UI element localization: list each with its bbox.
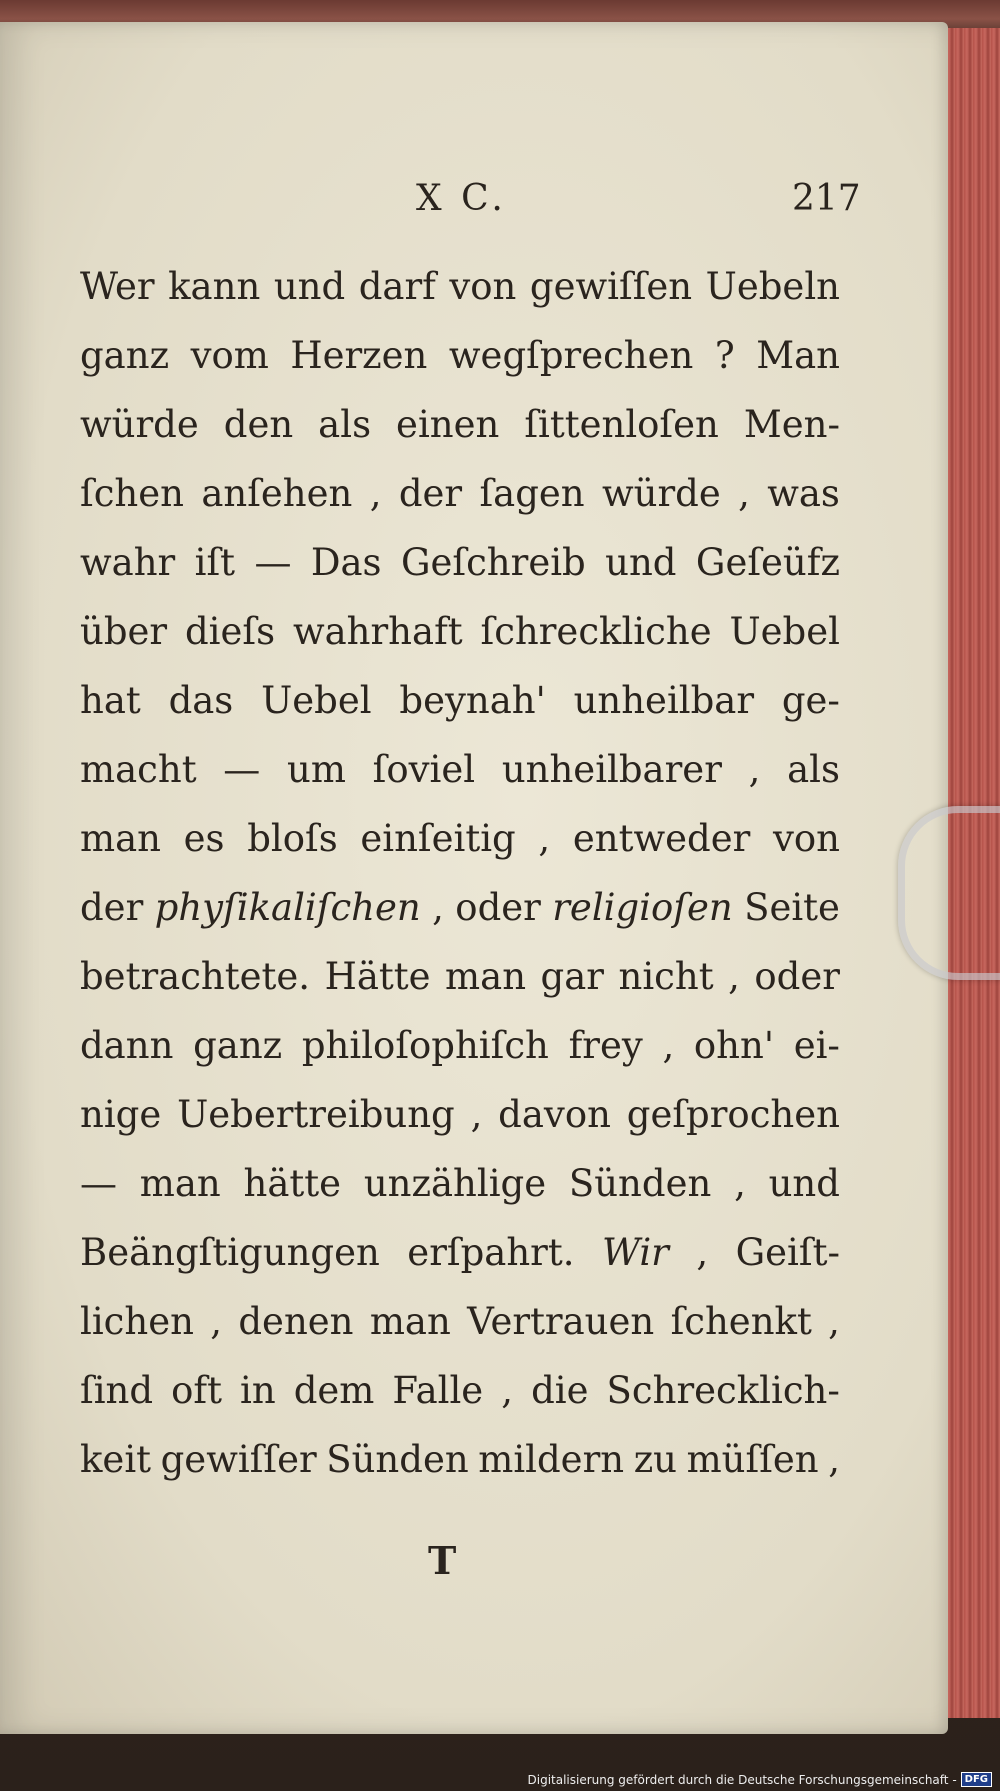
word: man [139, 1162, 221, 1205]
word: , [728, 955, 740, 998]
word: Das [310, 541, 382, 584]
word: davon [498, 1093, 611, 1136]
word: anſehen [201, 472, 353, 515]
word: unzählige [363, 1162, 547, 1205]
credit-text: Digitalisierung gefördert durch die Deutsche Forschungsgemeinschaft - [527, 1772, 957, 1787]
text-line [80, 1425, 840, 1494]
word: Vertrauen [467, 1300, 655, 1343]
word: — [223, 748, 261, 791]
text-line [80, 528, 840, 597]
word: ſchreckliche [480, 610, 712, 653]
word: und [768, 1162, 840, 1205]
page-clip [898, 806, 1000, 980]
word: Geſchreib [400, 541, 586, 584]
word: ſchen [80, 472, 184, 515]
word: darf [358, 265, 436, 308]
word: unheilbarer [501, 748, 722, 791]
word: , [538, 817, 551, 860]
word: denen [238, 1300, 354, 1343]
word: , [696, 1231, 709, 1274]
word: Uebel [261, 679, 372, 722]
word: von [449, 265, 517, 308]
word: macht [80, 748, 197, 791]
word: erſpahrt. [407, 1231, 575, 1274]
word: wahrhaft [292, 610, 463, 653]
text-line [80, 1080, 840, 1149]
word: als [318, 403, 372, 446]
word: , [738, 472, 750, 515]
word: Seite [744, 886, 840, 929]
word: — [80, 1162, 117, 1205]
word: gar [540, 955, 604, 998]
word: Beängſtigungen [80, 1231, 380, 1274]
word: einſeitig [360, 817, 516, 860]
word: als [787, 748, 840, 791]
word: Hätte [324, 955, 431, 998]
text-line [80, 252, 840, 321]
word: ganz [193, 1024, 283, 1067]
word: , [210, 1300, 223, 1343]
text-line [80, 942, 840, 1011]
header-signature: X C. [416, 178, 507, 219]
word: Men- [743, 403, 840, 446]
word: oft [171, 1369, 222, 1412]
word: oder [455, 886, 541, 929]
text-line [80, 1011, 840, 1080]
text-line [80, 873, 840, 942]
word: , [369, 472, 382, 515]
word: gewiſſer [160, 1438, 317, 1481]
word: Uebeln [705, 265, 840, 308]
word: von [772, 817, 840, 860]
word: man [445, 955, 527, 998]
word: dieſs [184, 610, 276, 653]
word: — [254, 541, 292, 584]
word: ſchenkt [670, 1300, 812, 1343]
word: vom [190, 334, 269, 377]
word: und [273, 265, 346, 308]
word: Uebel [729, 610, 840, 653]
word: der [80, 886, 144, 929]
body-text [80, 252, 840, 1494]
word: das [168, 679, 234, 722]
word: nicht [618, 955, 714, 998]
word: man [369, 1300, 451, 1343]
word: Wir [601, 1231, 669, 1274]
word: ohn' [693, 1024, 775, 1067]
word: es [183, 817, 225, 860]
word: und [605, 541, 677, 584]
word: in [239, 1369, 276, 1412]
footer-signature: T [428, 1538, 457, 1583]
word: den [223, 403, 294, 446]
word: keit [80, 1438, 152, 1481]
word: Sünden [326, 1438, 469, 1481]
word: , [470, 1093, 483, 1136]
word: religioſen [552, 886, 733, 929]
word: , [828, 1300, 840, 1343]
word: gewiſſen [529, 265, 693, 308]
word: , [734, 1162, 746, 1205]
word: was [767, 472, 840, 515]
word: würde [80, 403, 199, 446]
text-line [80, 597, 840, 666]
word: um [287, 748, 346, 791]
text-line [80, 459, 840, 528]
word: wahr [80, 541, 176, 584]
word: bloſs [247, 817, 338, 860]
word: ei- [793, 1024, 840, 1067]
text-line [80, 1218, 840, 1287]
word: Schrecklich- [606, 1369, 840, 1412]
word: Wer [80, 265, 155, 308]
text-line [80, 1149, 840, 1218]
word: Man [756, 334, 840, 377]
word: lichen [80, 1300, 194, 1343]
word: frey [568, 1024, 643, 1067]
dfg-logo: DFG [961, 1772, 992, 1787]
word: hätte [243, 1162, 342, 1205]
word: ? [714, 334, 735, 377]
word: kann [168, 265, 261, 308]
word: entweder [572, 817, 751, 860]
text-line [80, 666, 840, 735]
word: unheilbar [573, 679, 755, 722]
word: müſſen [686, 1438, 819, 1481]
word: würde [601, 472, 721, 515]
word: Falle [392, 1369, 484, 1412]
word: , [432, 886, 444, 929]
text-line [80, 735, 840, 804]
word: Geiſt- [735, 1231, 840, 1274]
word: wegſprechen [448, 334, 694, 377]
word: ganz [80, 334, 170, 377]
digitization-credit [528, 1772, 993, 1787]
word: mildern [478, 1438, 625, 1481]
word: , [828, 1438, 840, 1481]
text-line [80, 390, 840, 459]
word: ſagen [479, 472, 585, 515]
word: ge- [781, 679, 840, 722]
text-line [80, 1287, 840, 1356]
word: zu [633, 1438, 678, 1481]
text-line [80, 321, 840, 390]
word: betrachtete. [80, 955, 311, 998]
word: dann [80, 1024, 174, 1067]
word: nige [80, 1093, 162, 1136]
word: über [80, 610, 168, 653]
running-header [0, 178, 948, 228]
word: dem [293, 1369, 375, 1412]
word: man [80, 817, 161, 860]
word: , [501, 1369, 514, 1412]
word: hat [80, 679, 141, 722]
page-number: 217 [792, 178, 861, 219]
word: Geſeüfz [695, 541, 840, 584]
word: philoſophiſch [301, 1024, 549, 1067]
word: ſittenloſen [524, 403, 719, 446]
word: , [662, 1024, 675, 1067]
word: beynah' [399, 679, 546, 722]
word: die [531, 1369, 589, 1412]
word: Uebertreibung [177, 1093, 455, 1136]
word: ſoviel [372, 748, 476, 791]
word: ſind [80, 1369, 154, 1412]
word: der [398, 472, 463, 515]
word: einen [396, 403, 500, 446]
word: geſprochen [626, 1093, 840, 1136]
word: oder [754, 955, 840, 998]
word: , [748, 748, 761, 791]
text-line [80, 804, 840, 873]
word: Sünden [568, 1162, 712, 1205]
word: phyſikaliſchen [154, 886, 421, 929]
word: iſt [194, 541, 236, 584]
word: Herzen [290, 334, 428, 377]
text-line [80, 1356, 840, 1425]
